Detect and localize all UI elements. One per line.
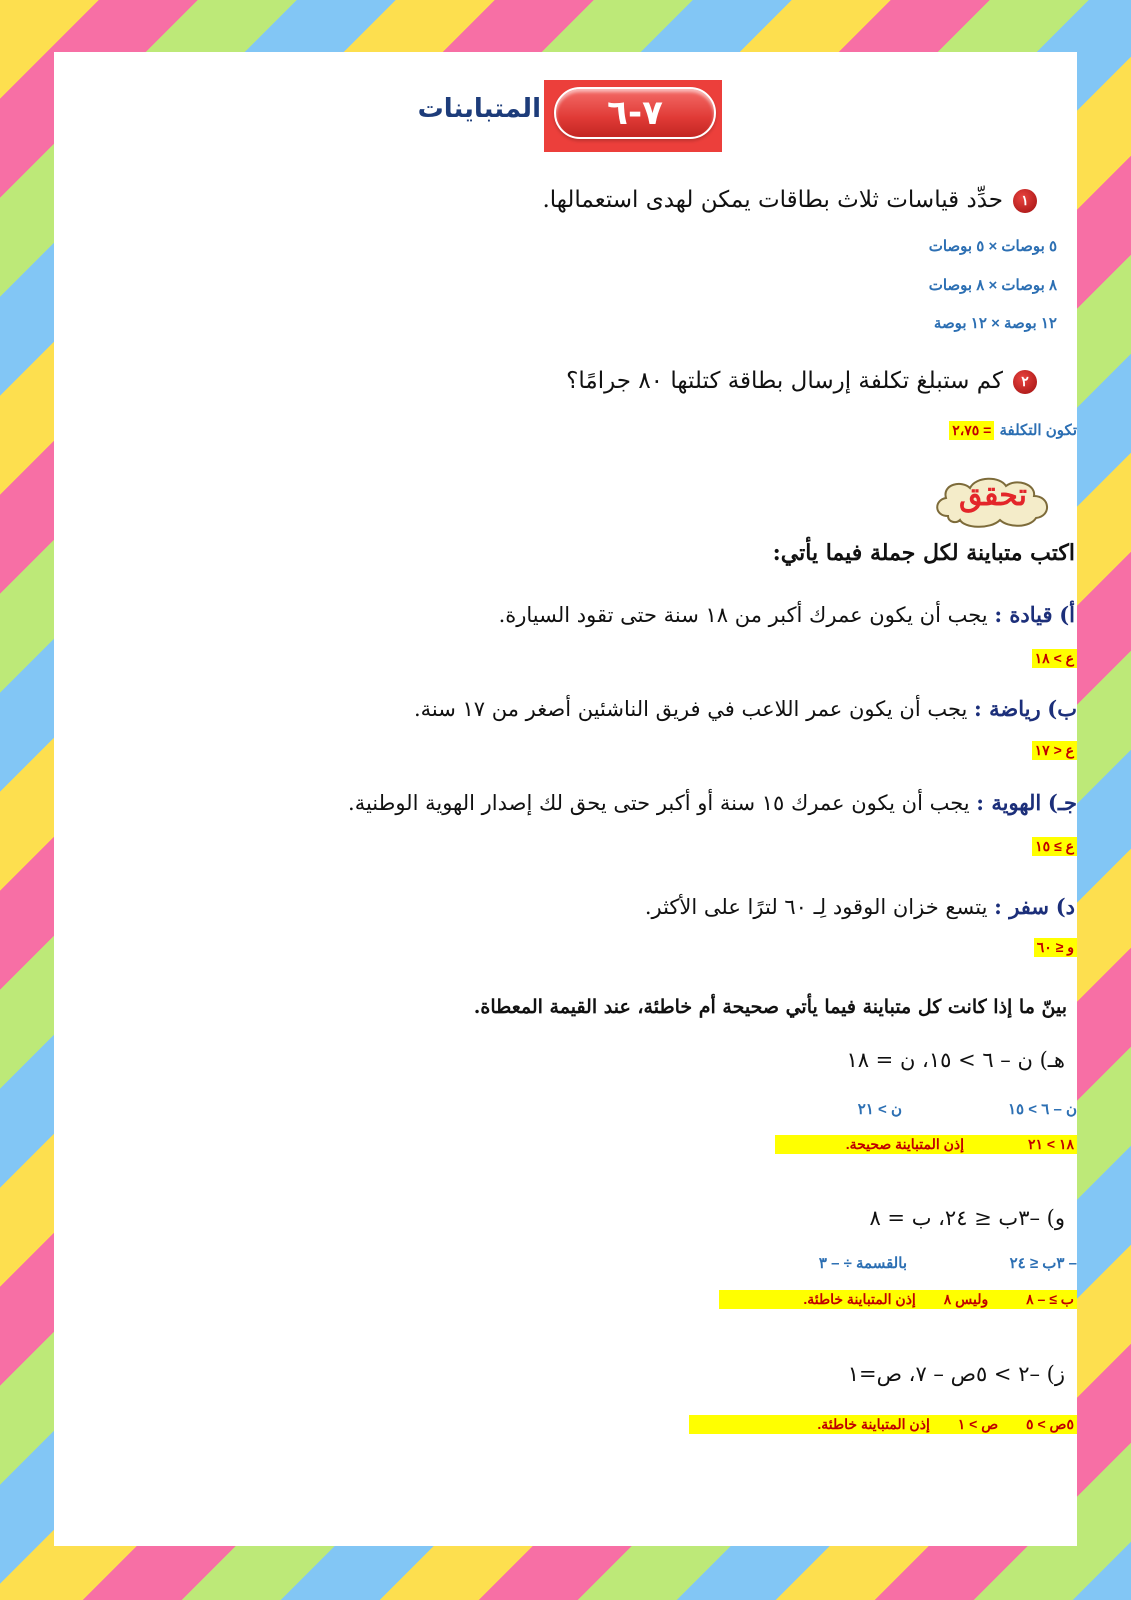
q1-answer-3: ١٢ بوصة × ١٢ بوصة	[933, 315, 1057, 332]
q2-answer-value: = ٢،٧٥	[949, 421, 994, 440]
question-2-text: كم ستبلغ تكلفة إرسال بطاقة كتلتها ٨٠ جرامًا؟	[566, 368, 1003, 394]
problem-z-highlight	[689, 1415, 1077, 1434]
item-b-letter: ب)	[1047, 696, 1077, 721]
item-c-answer: ع ≥ ١٥	[1032, 837, 1077, 856]
lesson-number-badge	[544, 80, 722, 152]
problem-z-step-a: ٥ص > ٥	[1026, 1416, 1074, 1432]
lesson-number: ٧-٦	[554, 87, 716, 139]
question-number-1: ١	[1013, 189, 1037, 213]
problem-z: ز) –٢ > ٥ص – ٧، ص=١	[847, 1362, 1065, 1386]
problem-w-step2-c: إذن المتباينة خاطئة.	[803, 1291, 916, 1307]
problem-w-highlight	[719, 1290, 1077, 1309]
item-d-label: سفر :	[994, 894, 1050, 919]
item-d-letter: د)	[1055, 894, 1075, 919]
item-b-answer-wrap	[1032, 740, 1077, 760]
question-1-text: حدِّد قياسات ثلاث بطاقات يمكن لهدى استعمالها.	[542, 187, 1003, 213]
q2-answer	[949, 420, 1077, 440]
item-c-letter: جـ)	[1047, 790, 1077, 815]
item-a-label: قيادة :	[994, 602, 1053, 627]
item-c-answer-wrap	[1032, 836, 1077, 856]
question-number-2: ٢	[1013, 370, 1037, 394]
item-b	[414, 696, 1077, 721]
check-badge-label: تحقق	[959, 478, 1027, 513]
problem-h: هـ) ن – ٦ > ١٥، ن = ١٨	[846, 1048, 1065, 1072]
problem-h-step2-right: إذن المتباينة صحيحة.	[845, 1136, 965, 1152]
problem-w-step1-right: بالقسمة ÷ – ٣	[818, 1255, 907, 1272]
problem-w-step2-a: ب ≥ – ٨	[1026, 1291, 1074, 1307]
problem-z-step-c: إذن المتباينة خاطئة.	[817, 1416, 930, 1432]
check-badge	[930, 472, 1056, 530]
problem-h-step2-left: ١٨ > ٢١	[1027, 1136, 1074, 1152]
problem-z-step-b: ص > ١	[957, 1416, 999, 1432]
q1-answer-2: ٨ بوصات × ٨ بوصات	[928, 277, 1057, 294]
item-c	[348, 790, 1077, 815]
item-a-text: يجب أن يكون عمرك أكبر من ١٨ سنة حتى تقود السيارة.	[498, 603, 988, 627]
item-c-text: يجب أن يكون عمرك ١٥ سنة أو أكبر حتى يحق لك إصدار الهوية الوطنية.	[348, 791, 970, 815]
item-a	[499, 602, 1075, 627]
item-d	[645, 894, 1075, 919]
problem-w: و) –٣ب ≤ ٢٤، ب = ٨	[869, 1206, 1065, 1230]
q1-answer-1: ٥ بوصات × ٥ بوصات	[928, 238, 1057, 255]
problem-w-step1-left: – ٣ب ≤ ٢٤	[1009, 1255, 1077, 1272]
item-c-label: الهوية :	[976, 790, 1042, 815]
problem-h-step1-right: ن > ٢١	[857, 1101, 902, 1118]
q2-answer-prefix: تكون التكلفة	[999, 422, 1077, 439]
question-2	[566, 368, 1037, 394]
item-a-letter: أ)	[1059, 602, 1075, 627]
item-a-answer: ع > ١٨	[1032, 649, 1077, 668]
instruction-2: بينّ ما إذا كانت كل متباينة فيما يأتي صحيحة أم خاطئة، عند القيمة المعطاة.	[473, 996, 1067, 1018]
worksheet-page	[54, 52, 1077, 1546]
problem-h-step1-left: ن – ٦ > ١٥	[1008, 1101, 1077, 1118]
item-d-answer-wrap	[1034, 937, 1077, 957]
question-1	[542, 187, 1037, 213]
item-b-label: رياضة :	[974, 696, 1041, 721]
item-d-answer: و ≤ ٦٠	[1034, 938, 1077, 957]
item-b-answer: ع < ١٧	[1032, 741, 1077, 760]
item-b-text: يجب أن يكون عمر اللاعب في فريق الناشئين أصغر من ١٧ سنة.	[413, 697, 968, 721]
item-a-answer-wrap	[1032, 648, 1077, 668]
instruction-1: اكتب متباينة لكل جملة فيما يأتي:	[772, 540, 1075, 566]
lesson-title: المتباينات	[417, 94, 541, 124]
problem-w-step2-b: وليس ٨	[943, 1291, 989, 1307]
item-d-text: يتسع خزان الوقود لِـ ٦٠ لترًا على الأكثر.	[644, 895, 988, 919]
problem-h-highlight	[775, 1135, 1077, 1154]
